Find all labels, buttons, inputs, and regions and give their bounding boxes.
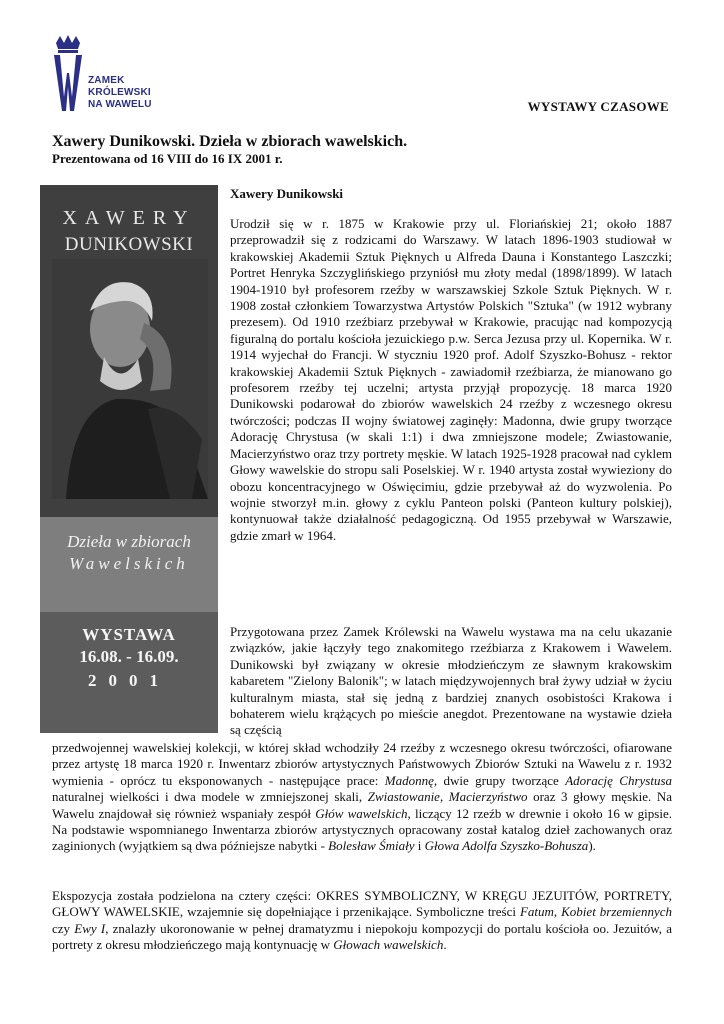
artwork-title: Macierzyństwo: [448, 789, 528, 805]
artwork-title: Ewy I: [74, 920, 106, 936]
poster-subtitle-line-1: Dzieła w zbiorach: [67, 532, 191, 551]
text-run: ).: [588, 838, 596, 854]
artwork-title: Głowa Adolfa Szyszko-Bohusza: [424, 838, 589, 854]
zamek-krolewski-logo: [50, 33, 170, 115]
text-run: czy: [52, 920, 75, 936]
text-run: oraz 3 głowy męskie. Na Wawelu znajdował się również wspaniały zespół: [52, 789, 672, 821]
poster-dates: 16.08. - 16.09.: [79, 647, 179, 666]
exposition-paragraph: [52, 888, 672, 954]
poster-year: 2001: [88, 671, 170, 690]
artwork-title: Głów wawelskich: [315, 805, 408, 821]
poster-name-line-1: XAWERY: [62, 207, 196, 229]
poster-name-line-2: DUNIKOWSKI: [64, 234, 194, 255]
text-run: , dwie grupy tworzące: [433, 772, 566, 788]
logo-line-3: NA WAWELU: [88, 99, 152, 110]
logo-line-2: KRÓLEWSKI: [88, 87, 151, 98]
exhibition-intro-text: Przygotowana przez Zamek Królewski na Wawelu wystawa ma na celu ukazanie związków, jakie łączyły tego znakomitego rzeźbiarza z Krakowem i Wawelem. Dunikowski był związany w okresie młodzieńczym ze sławnym krakowskim kabaretem "Zielony Balonik"; w latach międzywojennych brał żywy udział w życiu kulturalnym miasta, stał się jedną z bardziej znanych osobistości Krakowa i bohaterem wielu krążących po mieście anegdot. Prezentowane na wystawie dzieła są częścią: [230, 624, 672, 738]
text-run: przedwojennej wawelskiej kolekcji, w której skład wchodziły 24 rzeźby z wczesnego okresu twórczości, ofiarowane przez artystę 18 marca 1920 r. Inwentarz zbiorów artystycznych Państwowych Zbiorów Sztuki na Wawelu z r. 1932 wymienia - oprócz tu eksponowanych - następujące prace:: [52, 740, 672, 788]
text-run: , liczący 12 rzeźb w drewnie i około 16 w gipsie. Na podstawie wspomnianego Inwentarza zbiorów artystycznych opracowany został katalog dzieł zachowanych oraz zaginionych (wyjątkiem są dwa późniejsze nabytki -: [52, 805, 672, 854]
poster-subtitle-line-2: Wawelskich: [69, 554, 189, 573]
page-title: Xawery Dunikowski. Dzieła w zbiorach wawelskich.: [52, 133, 408, 150]
text-run: naturalnej wielkości i dwa modele w zmniejszonej skali,: [52, 789, 368, 805]
artwork-title: Adorację Chrystusa: [565, 772, 672, 788]
text-run: ,: [553, 904, 562, 920]
artwork-title: Zwiastowanie: [367, 789, 440, 805]
logo-line-1: ZAMEK: [88, 75, 125, 86]
artwork-title: Kobiet brzemiennych: [561, 904, 672, 920]
poster-exhibition-label: WYSTAWA: [82, 625, 176, 644]
page-subtitle: Prezentowana od 16 VIII do 16 IX 2001 r.: [52, 151, 283, 166]
text-run: ,: [439, 789, 449, 805]
text-run: i: [414, 838, 425, 854]
text-run: , znalazły ukoronowanie w pełnej dramatyzmu i niepokoju kompozycji do portalu kościoła oo. Jezuitów, a portrety z okresu młodzieńczego mają kontynuację w: [52, 920, 673, 953]
exhibition-intro-paragraph: [230, 624, 672, 739]
artwork-title: Madonnę: [384, 772, 434, 788]
artwork-title: Bolesław Śmiały: [328, 838, 415, 854]
collection-paragraph: [52, 740, 672, 855]
crown-w-emblem-icon: [50, 33, 86, 113]
text-run: .: [443, 937, 447, 953]
bio-paragraph: Urodził się w r. 1875 w Krakowie przy ul. Floriańskiej 21; około 1887 przeprowadził się z rodzicami do Warszawy. W latach 1896-1903 studiował w krakowskiej Akademii Sztuk Pięknych u Alfreda Dauna i Konstantego Laszczki; Portret Henryka Szczyglińskiego przyniósł mu złoty medal (1898/1899). W latach 1904-1910 był profesorem rzeźby w warszawskiej Szkole Sztuk Pięknych. W r. 1908 został członkiem Towarzystwa Artystów Polskich "Sztuka" (w 1912 wybrany prezesem). Od 1910 rzeźbiarz przebywał w Krakowie, pracując nad kompozycją figuralną do portalu kościoła jezuickiego p.w. Serca Jezusa przy ul. Kopernika. W r. 1914 wyjechał do Francji. W styczniu 1920 prof. Adolf Szyszko-Bohusz - rektor krakowskiej Akademii Sztuk Pięknych - zawiadomił rzeźbiarza, że mianowano go profesorem rzeźby tej uczelni; artysta przyjął propozycję. 18 marca 1920 Dunikowski podarował do zbiorów wawelskich 24 rzeźby z wczesnego okresu twórczości; podczas II wojny światowej zaginęły: Madonna, dwie grupy tworzące Adorację Chrystusa (w skali 1:1) i dwa zmniejszone modele; Zwiastowanie, Macierzyństwo oraz trzy portrety męskie. W latach 1925-1928 pracował nad cyklem Głowy wawelskie do stropu sali Poselskiej. W r. 1940 artysta został wywieziony do obozu koncentracyjnego w Oświęcimiu, gdzie przebywał aż do wyzwolenia. Po wojnie stworzył m.in. głowy z cyklu Panteon polski (Panteon kultury polskiej), kontynuował także działalność pedagogiczną. Od 1955 przebywał w Warszawie, gdzie zmarł w 1964.: [230, 216, 672, 543]
bio-heading: Xawery Dunikowski: [230, 186, 344, 201]
exhibition-poster: [40, 185, 218, 733]
text-run: Ekspozycja została podzielona na cztery części: OKRES SYMBOLICZNY, W KRĘGU JEZUITÓW, PORTRETY, GŁOWY WAWELSKIE, wzajemnie się dopełniające i przenikające. Symboliczne treści: [52, 888, 672, 920]
portrait-photo: [52, 259, 208, 499]
artwork-title: Fatum: [519, 904, 554, 920]
artwork-title: Głowach wawelskich: [333, 937, 444, 953]
section-label: WYSTAWY CZASOWE: [527, 99, 669, 114]
